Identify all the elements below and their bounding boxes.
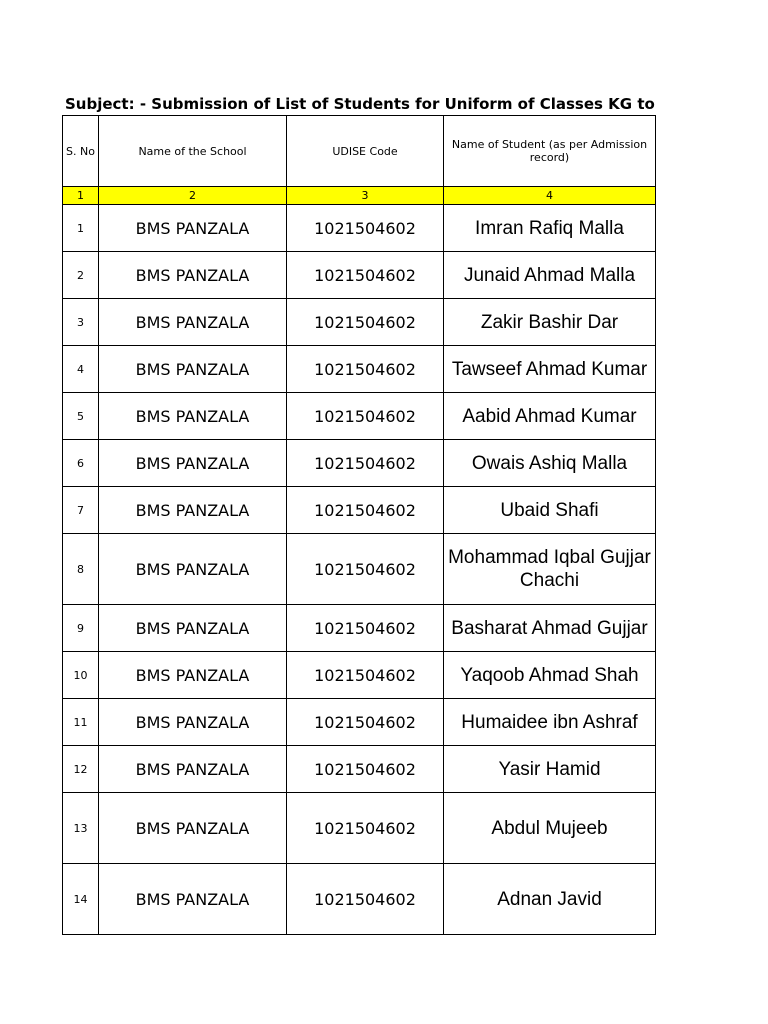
table-row bbox=[63, 393, 656, 440]
student-name-cell: Imran Rafiq Malla bbox=[444, 205, 656, 252]
school-name-cell: BMS PANZALA bbox=[99, 205, 287, 252]
student-name-cell: Humaidee ibn Ashraf bbox=[444, 699, 656, 746]
school-name-cell: BMS PANZALA bbox=[99, 393, 287, 440]
student-name-cell: Mohammad Iqbal Gujjar Chachi bbox=[444, 534, 656, 605]
student-name-cell: Basharat Ahmad Gujjar bbox=[444, 605, 656, 652]
student-name-cell: Ubaid Shafi bbox=[444, 487, 656, 534]
school-name-cell: BMS PANZALA bbox=[99, 252, 287, 299]
school-name-cell: BMS PANZALA bbox=[99, 746, 287, 793]
table-row bbox=[63, 205, 656, 252]
serial-number-cell: 12 bbox=[63, 746, 99, 793]
udise-code-cell: 1021504602 bbox=[287, 652, 444, 699]
table-row bbox=[63, 440, 656, 487]
serial-number-cell: 13 bbox=[63, 793, 99, 864]
udise-code-cell: 1021504602 bbox=[287, 487, 444, 534]
serial-number-cell: 4 bbox=[63, 346, 99, 393]
school-name-cell: BMS PANZALA bbox=[99, 793, 287, 864]
student-name-cell: Yasir Hamid bbox=[444, 746, 656, 793]
serial-number-cell: 6 bbox=[63, 440, 99, 487]
serial-number-cell: 11 bbox=[63, 699, 99, 746]
column-number-cell: 3 bbox=[287, 187, 444, 205]
header-udise-code: UDISE Code bbox=[287, 116, 444, 187]
student-name-cell: Aabid Ahmad Kumar bbox=[444, 393, 656, 440]
udise-code-cell: 1021504602 bbox=[287, 252, 444, 299]
header-row bbox=[63, 116, 656, 187]
table-row bbox=[63, 746, 656, 793]
table-row bbox=[63, 699, 656, 746]
school-name-cell: BMS PANZALA bbox=[99, 346, 287, 393]
udise-code-cell: 1021504602 bbox=[287, 793, 444, 864]
column-number-cell: 1 bbox=[63, 187, 99, 205]
school-name-cell: BMS PANZALA bbox=[99, 534, 287, 605]
student-name-cell: Abdul Mujeeb bbox=[444, 793, 656, 864]
school-name-cell: BMS PANZALA bbox=[99, 299, 287, 346]
school-name-cell: BMS PANZALA bbox=[99, 440, 287, 487]
udise-code-cell: 1021504602 bbox=[287, 864, 444, 935]
serial-number-cell: 1 bbox=[63, 205, 99, 252]
column-number-row bbox=[63, 187, 656, 205]
school-name-cell: BMS PANZALA bbox=[99, 487, 287, 534]
udise-code-cell: 1021504602 bbox=[287, 299, 444, 346]
column-number-cell: 4 bbox=[444, 187, 656, 205]
udise-code-cell: 1021504602 bbox=[287, 440, 444, 487]
student-name-cell: Zakir Bashir Dar bbox=[444, 299, 656, 346]
student-name-cell: Junaid Ahmad Malla bbox=[444, 252, 656, 299]
serial-number-cell: 9 bbox=[63, 605, 99, 652]
student-name-cell: Tawseef Ahmad Kumar bbox=[444, 346, 656, 393]
table-row bbox=[63, 346, 656, 393]
table-row bbox=[63, 487, 656, 534]
table-row bbox=[63, 534, 656, 605]
school-name-cell: BMS PANZALA bbox=[99, 699, 287, 746]
header-school-name: Name of the School bbox=[99, 116, 287, 187]
serial-number-cell: 5 bbox=[63, 393, 99, 440]
table-row bbox=[63, 793, 656, 864]
table-row bbox=[63, 252, 656, 299]
student-name-cell: Yaqoob Ahmad Shah bbox=[444, 652, 656, 699]
udise-code-cell: 1021504602 bbox=[287, 746, 444, 793]
serial-number-cell: 2 bbox=[63, 252, 99, 299]
header-sno: S. No bbox=[63, 116, 99, 187]
udise-code-cell: 1021504602 bbox=[287, 393, 444, 440]
student-name-cell: Owais Ashiq Malla bbox=[444, 440, 656, 487]
udise-code-cell: 1021504602 bbox=[287, 205, 444, 252]
udise-code-cell: 1021504602 bbox=[287, 346, 444, 393]
school-name-cell: BMS PANZALA bbox=[99, 652, 287, 699]
student-list-table bbox=[62, 115, 656, 935]
serial-number-cell: 14 bbox=[63, 864, 99, 935]
serial-number-cell: 7 bbox=[63, 487, 99, 534]
table-row bbox=[63, 864, 656, 935]
udise-code-cell: 1021504602 bbox=[287, 605, 444, 652]
udise-code-cell: 1021504602 bbox=[287, 699, 444, 746]
table-row bbox=[63, 605, 656, 652]
column-number-cell: 2 bbox=[99, 187, 287, 205]
table-row bbox=[63, 299, 656, 346]
school-name-cell: BMS PANZALA bbox=[99, 605, 287, 652]
header-student-name: Name of Student (as per Admission record) bbox=[444, 116, 656, 187]
serial-number-cell: 3 bbox=[63, 299, 99, 346]
school-name-cell: BMS PANZALA bbox=[99, 864, 287, 935]
serial-number-cell: 8 bbox=[63, 534, 99, 605]
udise-code-cell: 1021504602 bbox=[287, 534, 444, 605]
serial-number-cell: 10 bbox=[63, 652, 99, 699]
document-subject: Subject: - Submission of List of Students for Uniform of Classes KG to bbox=[65, 95, 655, 113]
student-name-cell: Adnan Javid bbox=[444, 864, 656, 935]
table-row bbox=[63, 652, 656, 699]
